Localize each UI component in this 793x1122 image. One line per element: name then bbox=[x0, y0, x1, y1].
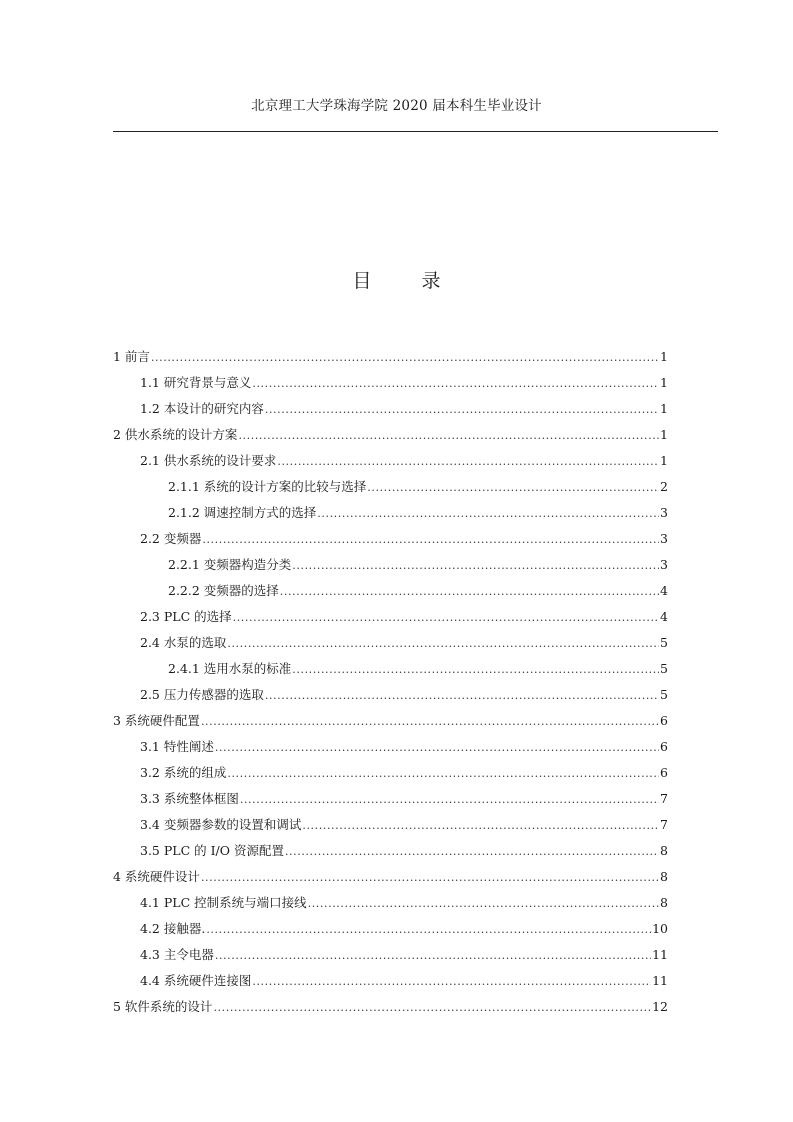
toc-entry-label: 3.4 变频器参数的设置和调试 bbox=[140, 817, 302, 832]
toc-entry-page: 1 bbox=[660, 426, 668, 442]
toc-entry-page: 7 bbox=[660, 790, 668, 806]
toc-entry-label: 4.3 主令电器 bbox=[140, 947, 214, 962]
toc-entry[interactable] bbox=[113, 525, 668, 551]
toc-entry[interactable] bbox=[113, 941, 668, 967]
toc-entry-label: 3.2 系统的组成 bbox=[140, 765, 227, 780]
toc-entry-page: 3 bbox=[660, 504, 668, 520]
toc-entry-page: 6 bbox=[660, 712, 668, 728]
toc-leader-dots bbox=[367, 481, 659, 495]
toc-entry-label: 1.2 本设计的研究内容 bbox=[140, 401, 264, 416]
toc-entry-page: 5 bbox=[660, 686, 668, 702]
toc-entry-page: 1 bbox=[660, 452, 668, 468]
toc-leader-dots bbox=[215, 949, 651, 963]
toc-entry-page: 8 bbox=[660, 842, 668, 858]
toc-leader-dots bbox=[292, 663, 659, 677]
toc-entry[interactable] bbox=[113, 421, 668, 447]
toc-entry[interactable] bbox=[113, 369, 668, 395]
toc-entry-page: 3 bbox=[660, 530, 668, 546]
toc-entry[interactable] bbox=[113, 629, 668, 655]
toc-entry-page: 11 bbox=[652, 946, 668, 962]
toc-leader-dots bbox=[206, 923, 651, 937]
toc-entry[interactable] bbox=[113, 603, 668, 629]
toc-entry[interactable] bbox=[113, 447, 668, 473]
toc-entry-label: 2.4.1 选用水泵的标准 bbox=[168, 661, 292, 676]
toc-entry-label: 1 前言 bbox=[113, 349, 150, 364]
toc-entry[interactable] bbox=[113, 343, 668, 369]
toc-entry-page: 8 bbox=[660, 894, 668, 910]
toc-entry-page: 1 bbox=[660, 348, 668, 364]
toc-entry-page: 3 bbox=[660, 556, 668, 572]
toc-entry-page: 5 bbox=[660, 634, 668, 650]
toc-entry-label: 2.2.2 变频器的选择 bbox=[168, 583, 279, 598]
toc-entry[interactable] bbox=[113, 967, 668, 993]
toc-entry-label: 2.5 压力传感器的选取 bbox=[140, 687, 264, 702]
toc-leader-dots bbox=[151, 351, 659, 365]
toc-leader-dots bbox=[265, 403, 659, 417]
toc-entry-label: 2.1.2 调速控制方式的选择 bbox=[168, 505, 317, 520]
toc-leader-dots bbox=[215, 741, 659, 755]
toc-entry-page: 2 bbox=[660, 478, 668, 494]
toc-leader-dots bbox=[285, 845, 659, 859]
toc-title: 目 录 bbox=[352, 270, 463, 292]
toc-entry-page: 12 bbox=[652, 998, 668, 1014]
toc-entry-label: 2 供水系统的设计方案 bbox=[113, 427, 238, 442]
toc-entry-label: 2.2 变频器 bbox=[140, 531, 202, 546]
toc-entry-page: 1 bbox=[660, 400, 668, 416]
toc-entry-label: 1.1 研究背景与意义 bbox=[140, 375, 252, 390]
toc-entry-label: 4.1 PLC 控制系统与端口接线 bbox=[140, 895, 307, 910]
toc-leader-dots bbox=[292, 559, 659, 573]
toc-leader-dots bbox=[240, 793, 659, 807]
toc-entry[interactable] bbox=[113, 707, 668, 733]
toc-entry-page: 7 bbox=[660, 816, 668, 832]
toc-entry-label: 2.4 水泵的选取 bbox=[140, 635, 227, 650]
header-divider bbox=[113, 131, 718, 132]
toc-leader-dots bbox=[238, 429, 659, 443]
toc-entry[interactable] bbox=[113, 395, 668, 421]
toc-entry[interactable] bbox=[113, 785, 668, 811]
toc-entry[interactable] bbox=[113, 915, 668, 941]
toc-entry[interactable] bbox=[113, 655, 668, 681]
toc-entry[interactable] bbox=[113, 759, 668, 785]
toc-entry[interactable] bbox=[113, 733, 668, 759]
toc-entry[interactable] bbox=[113, 551, 668, 577]
toc-leader-dots bbox=[317, 507, 659, 521]
toc-entry-page: 4 bbox=[660, 582, 668, 598]
toc-entry-label: 2.3 PLC 的选择 bbox=[140, 609, 232, 624]
toc-entry-label: 4.4 系统硬件连接图 bbox=[140, 973, 252, 988]
toc-entry[interactable] bbox=[113, 889, 668, 915]
toc-entry-label: 3.3 系统整体框图 bbox=[140, 791, 239, 806]
toc-entry-label: 3.1 特性阐述 bbox=[140, 739, 214, 754]
toc-entry-label: 2.1 供水系统的设计要求 bbox=[140, 453, 277, 468]
toc-leader-dots bbox=[227, 637, 659, 651]
toc-entry-label: 3.5 PLC 的 I/O 资源配置 bbox=[140, 843, 284, 858]
toc-entry[interactable] bbox=[113, 863, 668, 889]
toc-leader-dots bbox=[280, 585, 659, 599]
toc-entry-label: 2.1.1 系统的设计方案的比较与选择 bbox=[168, 479, 367, 494]
toc-entry-label: 4.2 接触器. bbox=[140, 921, 206, 936]
toc-entry-page: 8 bbox=[660, 868, 668, 884]
toc-entry-page: 6 bbox=[660, 738, 668, 754]
toc-entry-page: 5 bbox=[660, 660, 668, 676]
toc-entry[interactable] bbox=[113, 473, 668, 499]
table-of-contents bbox=[113, 343, 668, 1019]
toc-entry[interactable] bbox=[113, 681, 668, 707]
toc-entry[interactable] bbox=[113, 993, 668, 1019]
toc-leader-dots bbox=[252, 975, 651, 989]
toc-entry[interactable] bbox=[113, 837, 668, 863]
toc-leader-dots bbox=[308, 897, 659, 911]
toc-leader-dots bbox=[252, 377, 659, 391]
toc-leader-dots bbox=[201, 715, 659, 729]
toc-entry-page: 6 bbox=[660, 764, 668, 780]
toc-leader-dots bbox=[277, 455, 659, 469]
toc-entry-label: 2.2.1 变频器构造分类 bbox=[168, 557, 292, 572]
page-header: 北京理工大学珠海学院 2020 届本科生毕业设计 bbox=[251, 98, 542, 114]
toc-leader-dots bbox=[201, 871, 659, 885]
toc-entry-label: 4 系统硬件设计 bbox=[113, 869, 200, 884]
toc-leader-dots bbox=[213, 1001, 651, 1015]
toc-entry-page: 1 bbox=[660, 374, 668, 390]
toc-entry-label: 5 软件系统的设计 bbox=[113, 999, 213, 1014]
toc-leader-dots bbox=[265, 689, 659, 703]
toc-leader-dots bbox=[233, 611, 659, 625]
toc-leader-dots bbox=[202, 533, 659, 547]
toc-entry-page: 4 bbox=[660, 608, 668, 624]
toc-entry[interactable] bbox=[113, 499, 668, 525]
toc-leader-dots bbox=[302, 819, 659, 833]
toc-entry-page: 10 bbox=[652, 920, 668, 936]
toc-leader-dots bbox=[227, 767, 659, 781]
toc-entry[interactable] bbox=[113, 577, 668, 603]
toc-entry[interactable] bbox=[113, 811, 668, 837]
toc-entry-page: 11 bbox=[652, 972, 668, 988]
toc-entry-label: 3 系统硬件配置 bbox=[113, 713, 200, 728]
